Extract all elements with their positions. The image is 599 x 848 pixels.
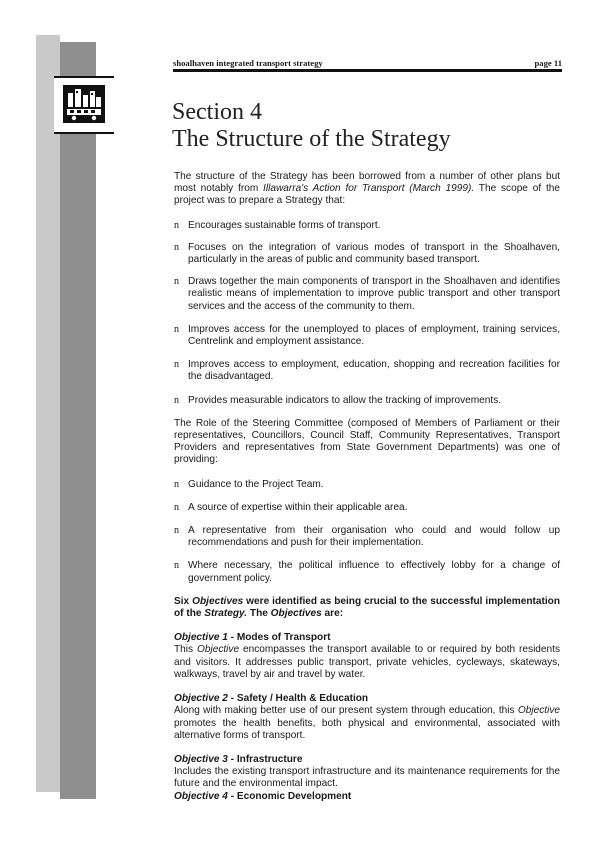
bullet-marker: n xyxy=(174,276,179,288)
objective-name: - Infrastructure xyxy=(227,753,303,765)
page-number: page 11 xyxy=(534,58,562,68)
page-title xyxy=(172,99,572,153)
list-item-text: A source of expertise within their applicable area. xyxy=(188,501,408,513)
objectives-intro-italic: Objectives xyxy=(192,595,244,607)
section-number: Section 4 xyxy=(172,99,262,125)
list-item-text: Improves access to employment, education, shopping and recreation facilities for the disadvantaged. xyxy=(188,359,560,383)
objective-heading xyxy=(174,791,560,803)
bullet-marker: n xyxy=(174,478,179,490)
objective-heading xyxy=(174,632,560,644)
body-content xyxy=(174,171,560,803)
objectives-intro-text: were identified as being crucial to the successful implementation of the xyxy=(174,595,560,620)
objectives-intro-text: The xyxy=(247,608,271,620)
bullet-marker: n xyxy=(174,241,179,253)
list-item xyxy=(174,560,560,584)
list-item xyxy=(174,324,560,348)
intro-italic-ref: Illawarra's Action for Transport (March 1999). xyxy=(263,183,475,195)
objectives-intro-text: are: xyxy=(321,608,344,620)
bullet-marker: n xyxy=(174,359,179,371)
objective-name: - Modes of Transport xyxy=(227,632,331,644)
objectives-intro-text: Six xyxy=(174,595,193,607)
objectives-intro xyxy=(174,596,560,620)
objective-name: - Safety / Health & Education xyxy=(227,693,369,705)
list-item-text: Provides measurable indicators to allow the tracking of improvements. xyxy=(188,394,502,406)
objectives-intro-italic: Objectives xyxy=(270,608,322,620)
objective-2 xyxy=(174,693,560,742)
list-item-text: Encourages sustainable forms of transport. xyxy=(188,219,381,231)
transport-logo-icon xyxy=(63,85,105,123)
list-item-text: Where necessary, the political influence to effectively lobby for a change of government policy. xyxy=(188,560,560,584)
margin-bar-light xyxy=(36,35,60,792)
objective-body-italic: Objective xyxy=(197,644,240,656)
section-title: The Structure of the Strategy xyxy=(172,126,451,152)
scope-bullet-list xyxy=(174,220,560,407)
list-item-text: Draws together the main components of transport in the Shoalhaven and identifies realistic means of implementation to improve public transport and other transport services and the access of the community to them. xyxy=(188,276,560,312)
objective-body-text: Includes the existing transport infrastructure and its maintenance requirements for the future and the environmental impact. xyxy=(174,766,560,790)
bullet-marker: n xyxy=(174,394,179,406)
objective-label: Objective 4 xyxy=(174,790,228,802)
objective-heading xyxy=(174,754,560,766)
bullet-marker: n xyxy=(174,219,179,231)
objective-body-italic: Objective xyxy=(517,705,560,717)
objectives-intro-italic: Strategy. xyxy=(204,608,248,620)
list-item xyxy=(174,395,560,407)
list-item-text: A representative from their organisation who could and would follow up recommendations and push for their implementation. xyxy=(188,525,560,549)
objective-body-text: promotes the health benefits, both physical and environmental, associated with alternative forms of transport. xyxy=(174,717,560,741)
list-item xyxy=(174,220,560,232)
objective-label: Objective 2 xyxy=(174,693,228,705)
objective-body xyxy=(174,766,560,790)
intro-text: The structure of the Strategy has been borrowed from a number of other plans but most notably from xyxy=(174,171,560,195)
objective-body-text: encompasses the transport available to or required by both residents and visitors. It addresses public transport, private vehicles, cycleways, skateways, walkways, travel by air and travel by water. xyxy=(174,644,561,680)
objective-label: Objective 1 xyxy=(174,632,228,644)
list-item-text: Focuses on the integration of various modes of transport in the Shoalhaven, particularly in the areas of public and community based transport. xyxy=(188,241,560,266)
logo-box xyxy=(54,76,114,134)
list-item xyxy=(174,359,560,383)
objective-name: - Economic Development xyxy=(227,790,352,802)
margin-bar-dark xyxy=(60,42,96,799)
list-item xyxy=(174,502,560,514)
list-item xyxy=(174,276,560,313)
header-title: shoalhaven integrated transport strategy xyxy=(173,58,323,68)
objective-heading xyxy=(174,693,560,705)
bullet-marker: n xyxy=(174,560,179,572)
objective-body-text: This xyxy=(174,644,197,656)
intro-paragraph xyxy=(174,171,560,208)
list-item xyxy=(174,479,560,491)
role-bullet-list xyxy=(174,479,560,585)
header-rule xyxy=(173,69,562,72)
objective-body xyxy=(174,644,560,681)
objective-body-text: Along with making better use of our present system through education, this xyxy=(174,705,518,717)
steering-paragraph: The Role of the Steering Committee (composed of Members of Parliament or their representatives, Councillors, Council Staff, Community Representatives, Transport Providers and representatives from State Government Departments) was one of providing: xyxy=(174,417,560,466)
intro-text-end: The scope of the project was to prepare a Strategy that: xyxy=(174,183,560,207)
list-item xyxy=(174,525,560,549)
list-item xyxy=(174,242,560,266)
objective-1 xyxy=(174,632,560,681)
bullet-marker: n xyxy=(174,501,179,513)
objective-4 xyxy=(174,791,560,803)
bullet-marker: n xyxy=(174,525,179,537)
objective-body xyxy=(174,705,560,742)
objective-label: Objective 3 xyxy=(174,753,228,765)
objective-3 xyxy=(174,754,560,791)
list-item-text: Guidance to the Project Team. xyxy=(188,478,324,490)
list-item-text: Improves access for the unemployed to places of employment, training services, Centrelink and employment assistance. xyxy=(188,323,560,348)
bullet-marker: n xyxy=(174,323,179,335)
